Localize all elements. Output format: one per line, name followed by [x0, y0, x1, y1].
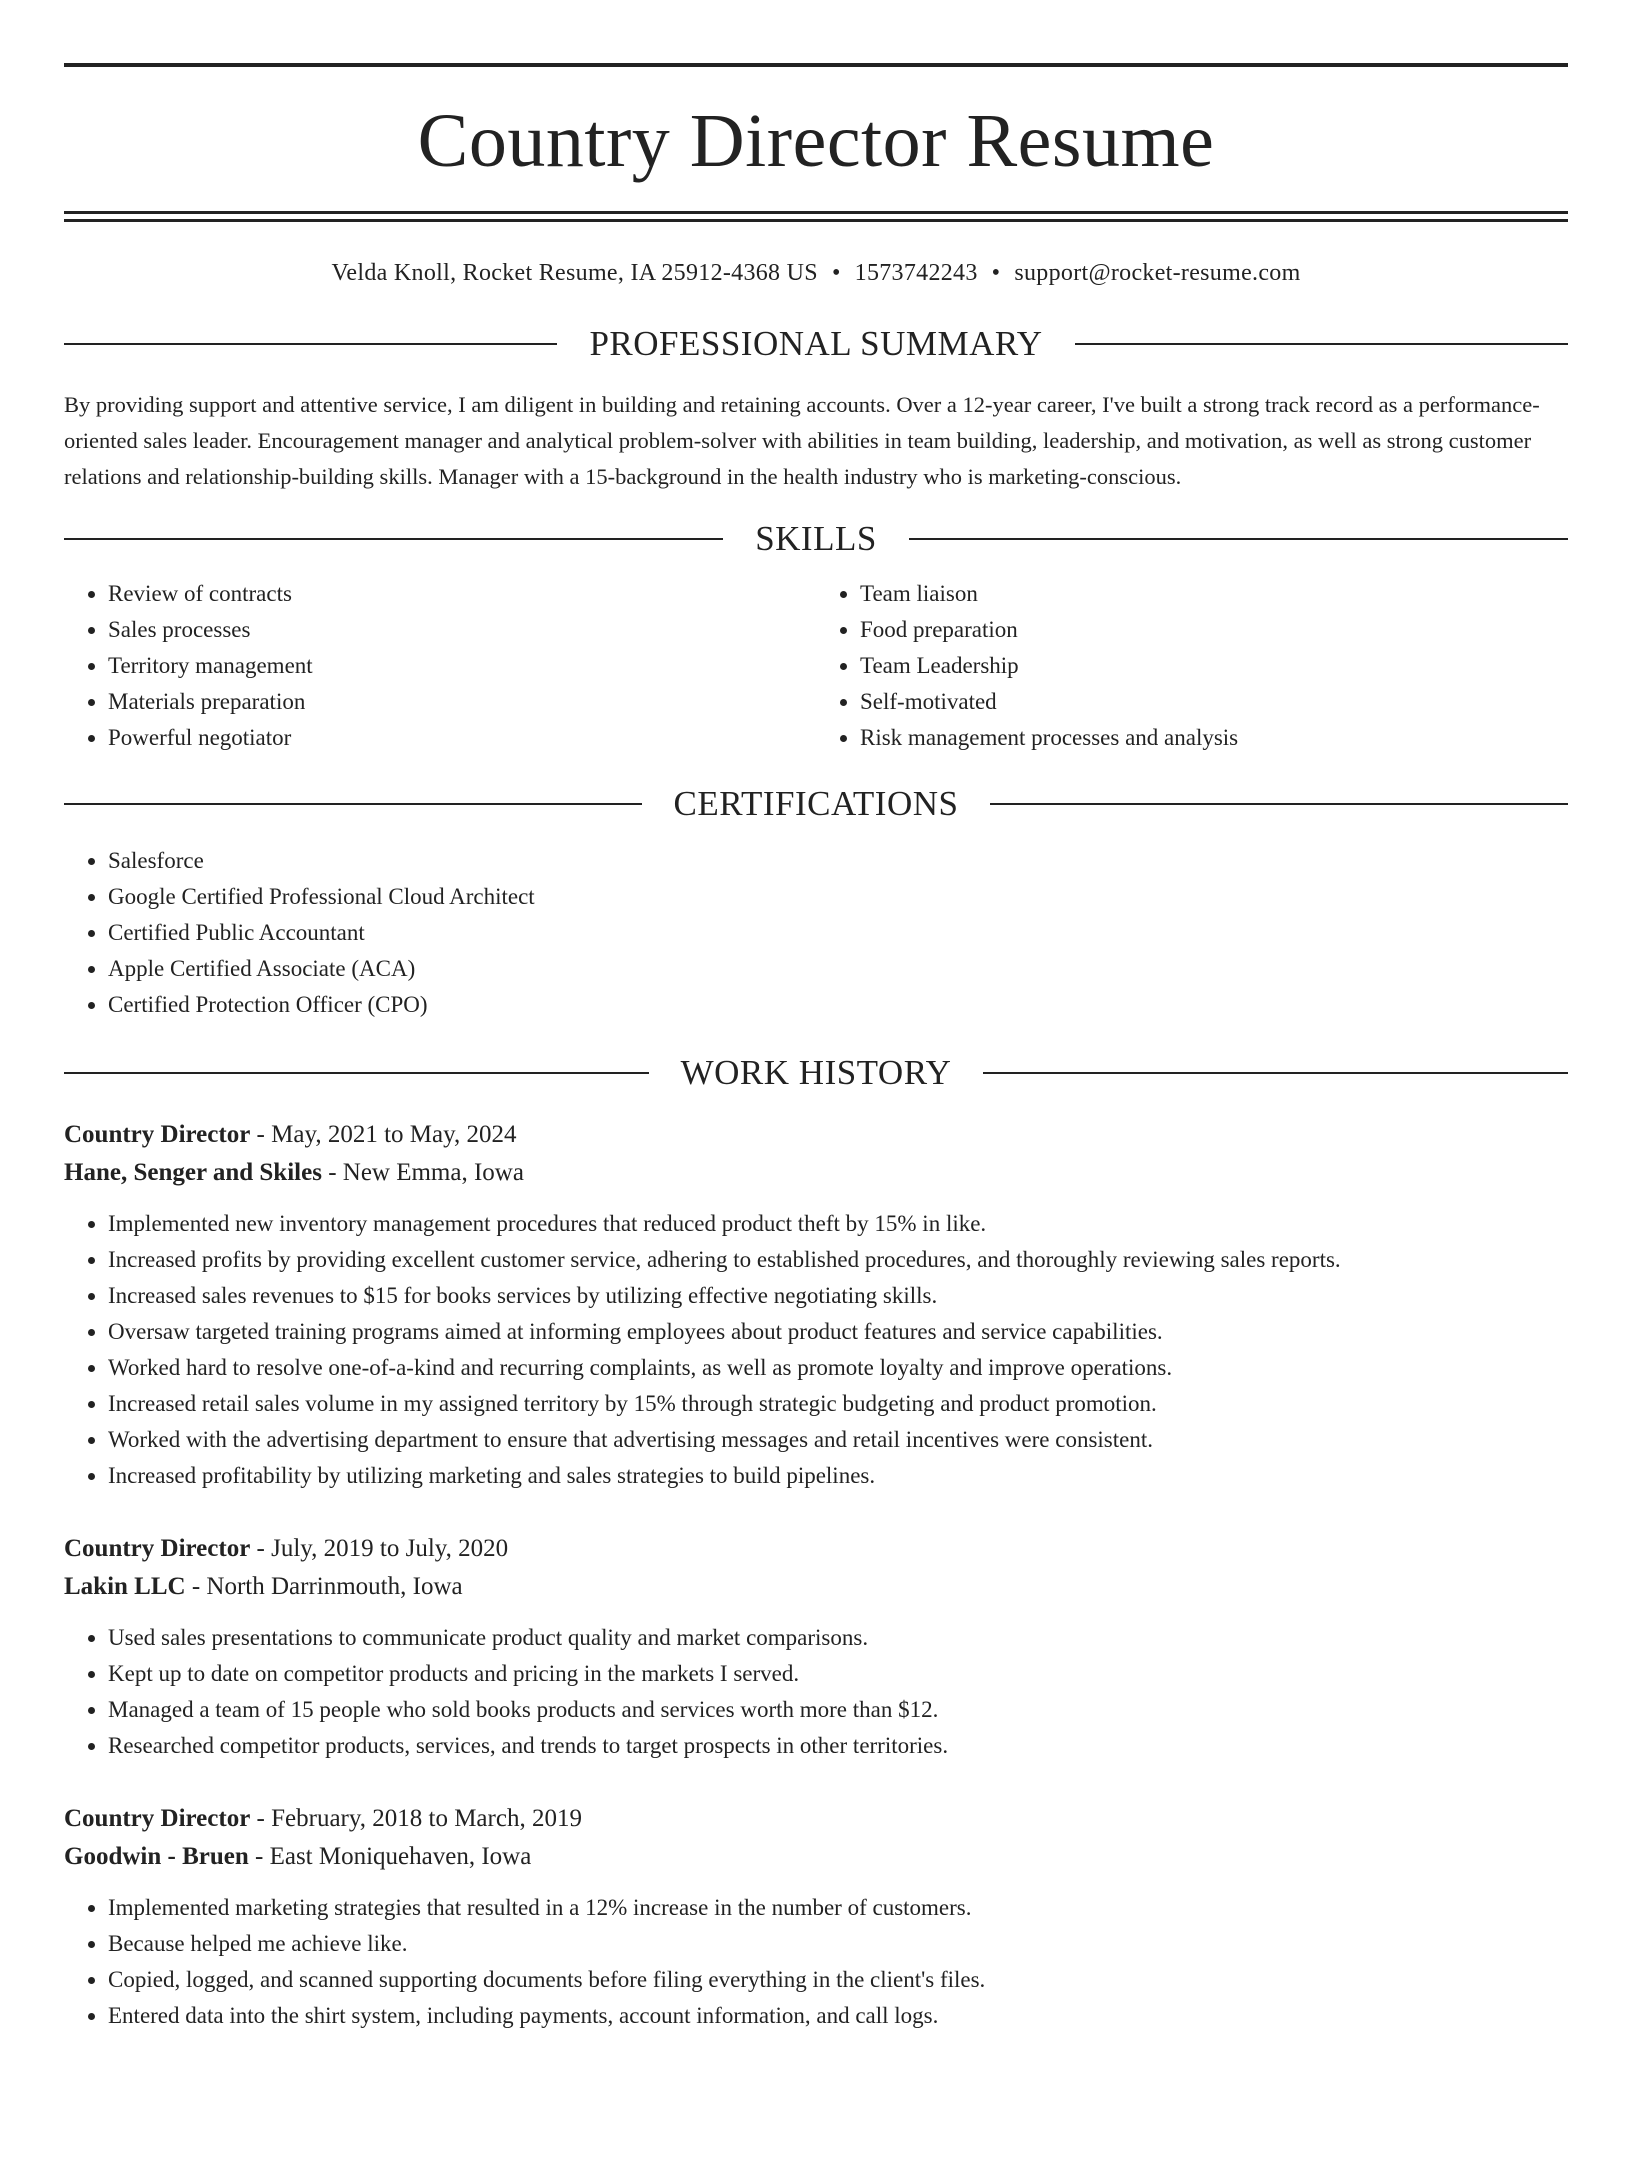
job-title-line — [64, 1116, 1568, 1154]
job-bullet: • Implemented marketing strategies that resulted in a 12% increase in the number of customers. — [108, 1890, 1568, 1926]
job-company-line — [64, 1568, 1568, 1606]
job-bullet: • Copied, logged, and scanned supporting documents before filing everything in the client's files. — [108, 1962, 1568, 1998]
certification-item: • Certified Protection Officer (CPO) — [108, 987, 1568, 1023]
work-heading: WORK HISTORY — [680, 1053, 952, 1092]
job-title: Country Director — [64, 1121, 251, 1148]
job-location: - North Darrinmouth, Iowa — [185, 1573, 463, 1600]
contact-address: Velda Knoll, Rocket Resume, IA 25912-4368 US — [331, 260, 818, 286]
job-entry — [64, 1116, 1568, 1494]
job-title: Country Director — [64, 1535, 251, 1562]
skills-heading: SKILLS — [755, 519, 877, 558]
skill-item: • Risk management processes and analysis — [860, 720, 1568, 756]
section-rule-right — [1075, 343, 1568, 345]
job-company-line — [64, 1154, 1568, 1192]
skills-column-right — [816, 576, 1568, 756]
certifications-list — [64, 843, 1568, 1023]
section-rule-left — [64, 803, 642, 805]
skills-section-header — [64, 521, 1568, 556]
job-bullet: • Entered data into the shirt system, including payments, account information, and call logs. — [108, 1998, 1568, 2034]
certifications-heading: CERTIFICATIONS — [673, 784, 959, 823]
job-bullet: • Implemented new inventory management procedures that reduced product theft by 15% in like. — [108, 1206, 1568, 1242]
job-bullet: • Kept up to date on competitor products and pricing in the markets I served. — [108, 1656, 1568, 1692]
job-bullet: • Managed a team of 15 people who sold books products and services worth more than $12. — [108, 1692, 1568, 1728]
job-bullet: • Worked with the advertising department to ensure that advertising messages and retail incentives were consistent. — [108, 1422, 1568, 1458]
summary-section-header — [64, 326, 1568, 361]
section-rule-left — [64, 343, 557, 345]
title-double-rule — [64, 211, 1568, 222]
resume-title: Country Director Resume — [417, 99, 1215, 183]
top-rule — [64, 63, 1568, 67]
job-title-line — [64, 1800, 1568, 1838]
job-location: - East Moniquehaven, Iowa — [248, 1843, 532, 1870]
skill-item: • Materials preparation — [108, 684, 816, 720]
summary-text: By providing support and attentive service, I am diligent in building and retaining accounts. Over a 12-year career, I've built a strong track record as a performance-oriented sales leader. Encouragement manager and analytical problem-solver with abilities in team building, leadership, and motivation, as well as strong customer relations and relationship-building skills. Manager with a 15-background in the health industry who is marketing-conscious. — [64, 392, 1540, 489]
job-bullet: • Used sales presentations to communicate product quality and market comparisons. — [108, 1620, 1568, 1656]
job-title: Country Director — [64, 1805, 251, 1832]
job-entry — [64, 1530, 1568, 1764]
skills-column-left — [64, 576, 816, 756]
skill-item: • Team liaison — [860, 576, 1568, 612]
job-bullet: • Oversaw targeted training programs aimed at informing employees about product features and service capabilities. — [108, 1314, 1568, 1350]
skill-item: • Review of contracts — [108, 576, 816, 612]
job-bullet: • Because helped me achieve like. — [108, 1926, 1568, 1962]
job-dates: - May, 2021 to May, 2024 — [250, 1121, 517, 1148]
skill-item: • Sales processes — [108, 612, 816, 648]
job-title-line — [64, 1530, 1568, 1568]
certification-item: • Google Certified Professional Cloud Architect — [108, 879, 1568, 915]
job-bullet: • Worked hard to resolve one-of-a-kind and recurring complaints, as well as promote loyalty and improve operations. — [108, 1350, 1568, 1386]
job-company: Hane, Senger and Skiles — [64, 1159, 322, 1186]
certification-item: • Salesforce — [108, 843, 1568, 879]
job-bullet: • Researched competitor products, services, and trends to target prospects in other territories. — [108, 1728, 1568, 1764]
skill-item: • Team Leadership — [860, 648, 1568, 684]
job-location: - New Emma, Iowa — [321, 1159, 524, 1186]
summary-heading: PROFESSIONAL SUMMARY — [589, 324, 1043, 363]
section-rule-left — [64, 538, 723, 540]
work-section-header — [64, 1055, 1568, 1090]
section-rule-left — [64, 1072, 649, 1074]
skill-item: • Powerful negotiator — [108, 720, 816, 756]
skill-item: • Territory management — [108, 648, 816, 684]
job-dates: - February, 2018 to March, 2019 — [250, 1805, 582, 1832]
contact-separator: • — [831, 260, 841, 286]
contact-line — [64, 258, 1568, 288]
contact-separator: • — [991, 260, 1001, 286]
job-dates: - July, 2019 to July, 2020 — [250, 1535, 509, 1562]
certification-item: • Certified Public Accountant — [108, 915, 1568, 951]
job-bullet: • Increased profits by providing excellent customer service, adhering to established procedures, and thoroughly reviewing sales reports. — [108, 1242, 1568, 1278]
skill-item: • Self-motivated — [860, 684, 1568, 720]
job-bullet: • Increased profitability by utilizing marketing and sales strategies to build pipelines. — [108, 1458, 1568, 1494]
job-bullet: • Increased sales revenues to $15 for books services by utilizing effective negotiating skills. — [108, 1278, 1568, 1314]
skill-item: • Food preparation — [860, 612, 1568, 648]
job-company-line — [64, 1838, 1568, 1876]
section-rule-right — [990, 803, 1568, 805]
section-rule-right — [983, 1072, 1568, 1074]
contact-email: support@rocket-resume.com — [1014, 260, 1301, 286]
job-company: Lakin LLC — [64, 1573, 186, 1600]
job-entry — [64, 1800, 1568, 2034]
skills-list — [64, 576, 1568, 756]
job-company: Goodwin - Bruen — [64, 1843, 249, 1870]
certifications-section-header — [64, 786, 1568, 821]
contact-phone: 1573742243 — [854, 260, 978, 286]
certification-item: • Apple Certified Associate (ACA) — [108, 951, 1568, 987]
section-rule-right — [909, 538, 1568, 540]
job-bullet: • Increased retail sales volume in my assigned territory by 15% through strategic budgeting and product promotion. — [108, 1386, 1568, 1422]
resume-page — [0, 63, 1632, 2175]
